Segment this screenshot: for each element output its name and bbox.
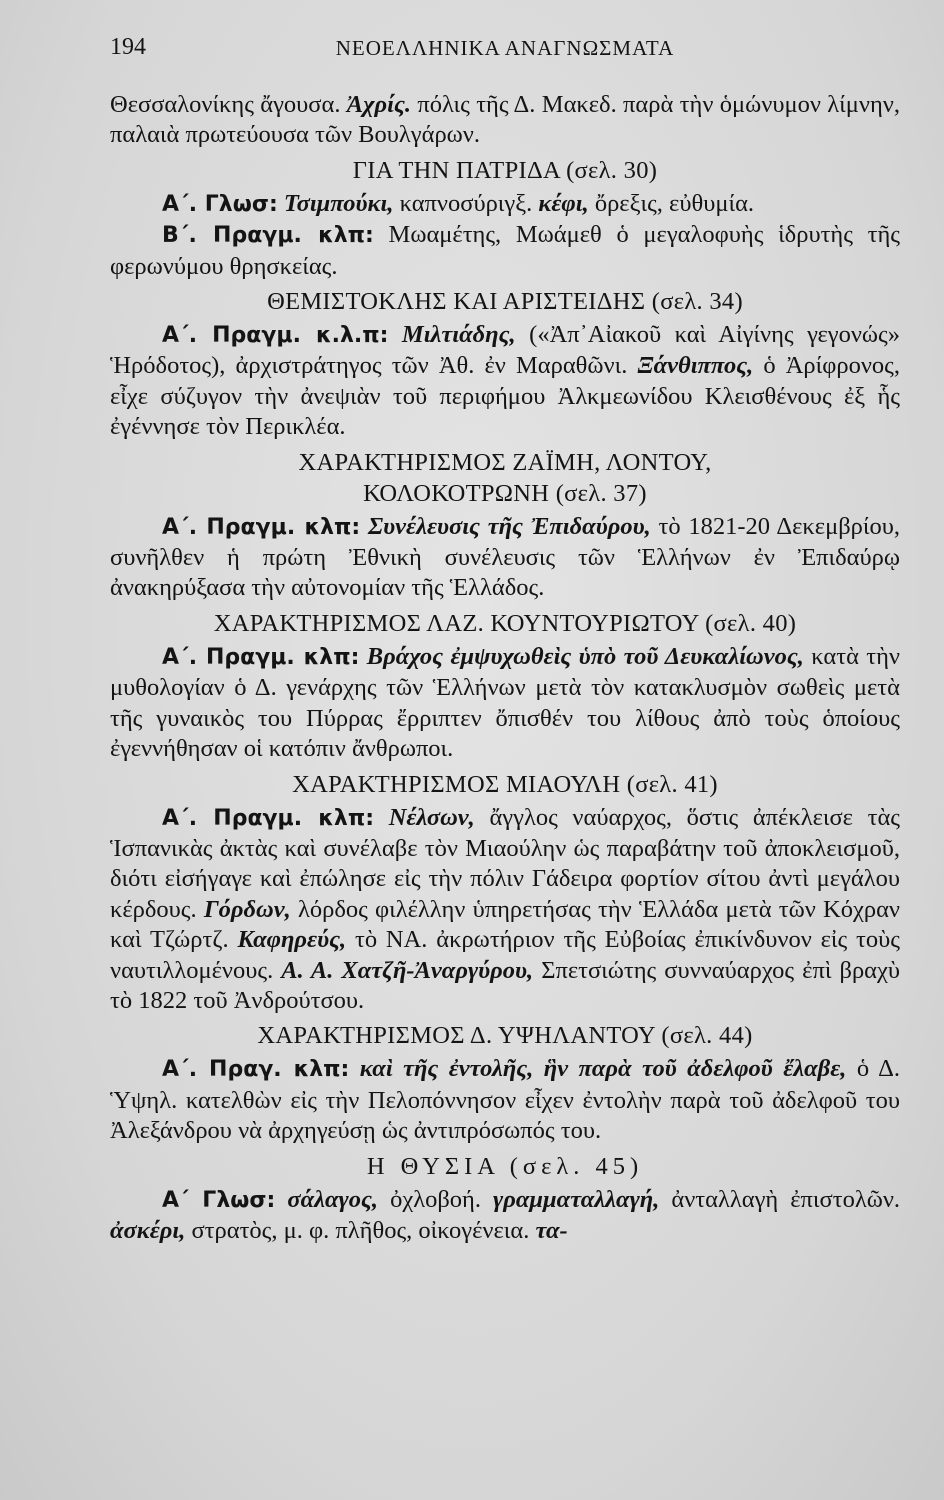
entry-term: γραμματαλλαγή, bbox=[493, 1185, 660, 1213]
entry-text: ἄγγλος ναύαρχος, ὅστις ἀπέκλεισε τὰς Ἱσπανικὰς ἀκτὰς καὶ συνέλαβε τὸν Μιαούλην ὡς παραβάτην τοῦ ἀποκλεισμοῦ, διότι εἰσήγαγε καὶ ἐπώλησε εἰς τὴν πόλιν Γάδειρα φορτίον σίτου ἀντὶ μεγάλου κέρδους. bbox=[110, 803, 900, 923]
entry-text: στρατὸς, μ. φ. πλῆθος, οἰκογένεια. bbox=[185, 1216, 536, 1244]
entry-key: Α΄. Πραγ. κλπ: bbox=[162, 1057, 350, 1083]
entry-key: Α΄. Πραγμ. κλπ: bbox=[162, 805, 375, 831]
entry-text: τὸ 1821-20 Δεκεμβρίου, συνῆλθεν ἡ πρώτη Ἐθνικὴ συνέλευσις τῶν Ἑλλήνων ἐν Ἐπιδαύρῳ ἀνακηρύξασα τὴν αὐτονομίαν τῆς Ἑλλάδος. bbox=[110, 512, 900, 602]
section-heading: ΘΕΜΙΣΤΟΚΛΗΣ ΚΑΙ ΑΡΙΣΤΕΙΔΗΣ (σελ. 34) bbox=[267, 288, 743, 316]
section-heading bbox=[110, 447, 900, 509]
section-heading-line: ΚΟΛΟΚΟΤΡΩΝΗ (σελ. 37) bbox=[363, 479, 647, 507]
entry-term: Τσιμπούκι, bbox=[283, 189, 394, 217]
entry-key: Β΄. Πραγμ. κλπ: bbox=[162, 223, 374, 249]
entry-term: κέφι, bbox=[538, 189, 589, 217]
section-heading: ΓΙΑ ΤΗΝ ΠΑΤΡΙΔΑ (σελ. 30) bbox=[352, 156, 658, 184]
entry-key: Α΄. Πραγμ. κλπ: bbox=[162, 644, 360, 670]
entry-key: Α΄ Γλωσ: bbox=[162, 1187, 276, 1213]
section-heading-line: ΧΑΡΑΚΤΗΡΙΣΜΟΣ ΖΑΪΜΗ, ΛΟΝΤΟΥ, bbox=[298, 448, 712, 476]
section-heading: ΧΑΡΑΚΤΗΡΙΣΜΟΣ ΛΑΖ. ΚΟΥΝΤΟΥΡΙΩΤΟΥ (σελ. 40) bbox=[213, 609, 797, 637]
section-heading: Η ΘΥΣΙΑ (σελ. 45) bbox=[366, 1152, 644, 1180]
entry-key: Α΄. Γλωσ: bbox=[162, 191, 278, 217]
entry-text: Σπετσιώτης συνναύαρχος ἐπὶ βραχὺ τὸ 1822 τοῦ Ἀνδρούτσου. bbox=[110, 956, 901, 1014]
gloss-entry bbox=[110, 1185, 900, 1247]
entry-term: Καφηρεύς, bbox=[237, 926, 347, 954]
entry-term: Α. Α. Χατζῆ-Ἀναργύρου, bbox=[281, 956, 534, 984]
intro-text-rest: πόλις τῆς Δ. Μακεδ. παρὰ τὴν ὁμώνυμον λίμνην, παλαιὰ πρωτεύουσα τῶν Βουλγάρων. bbox=[110, 91, 900, 149]
entry-text: ὀχλοβοή. bbox=[378, 1185, 494, 1213]
intro-term: Ἀχρίς. bbox=[346, 91, 412, 118]
entry-text: Μωαμέτης, Μωάμεθ ὁ μεγαλοφυὴς ἱδρυτὴς τῆς φερωνύμου θρησκείας. bbox=[110, 221, 900, 280]
running-head bbox=[110, 28, 900, 68]
entry-text: καπνοσύριγξ. bbox=[393, 189, 539, 217]
entry-term: τα- bbox=[535, 1216, 568, 1244]
gloss-entry bbox=[110, 512, 900, 604]
entry-text: λόρδος φιλέλλην ὑπηρετήσας τὴν Ἑλλάδα μετὰ τῶν Κόχραν καὶ Τζώρτζ. bbox=[110, 895, 900, 954]
page-body bbox=[110, 90, 900, 1246]
gloss-entry bbox=[110, 189, 900, 220]
entry-text: ὄρεξις, εὐθυμία. bbox=[588, 189, 755, 217]
intro-text: Θεσσαλονίκης ἄγουσα. bbox=[110, 91, 347, 118]
gloss-entry bbox=[110, 803, 900, 1017]
entry-text: τὸ ΝΑ. ἀκρωτήριον τῆς Εὐβοίας ἐπικίνδυνον εἰς τοὺς ναυτιλλομένους. bbox=[110, 926, 900, 984]
page-number: 194 bbox=[110, 34, 146, 60]
entry-key: Α΄. Πραγμ. κ.λ.π: bbox=[162, 323, 389, 349]
gloss-entry bbox=[110, 1054, 900, 1146]
entry-text: ὁ Δ. Ὑψηλ. κατελθὼν εἰς τὴν Πελοπόννησον εἶχεν ἐντολὴν παρὰ τοῦ ἀδελφοῦ του Ἀλεξάνδρου νὰ ἀρχηγεύσῃ ὡς ἀντιπρόσωπός του. bbox=[110, 1055, 901, 1145]
entry-term: Γόρδων, bbox=[203, 895, 291, 923]
entry-term: Ξάνθιππος, bbox=[637, 352, 754, 380]
entry-term: ἀσκέρι, bbox=[110, 1216, 186, 1244]
entry-text: («Ἀπ᾽Αἰακοῦ καὶ Αἰγίνης γεγονώς» Ἡρόδοτος), ἀρχιστράτηγος τῶν Ἀθ. ἐν Μαραθῶνι. bbox=[110, 321, 901, 380]
entry-text: ὁ Ἀρίφρονος, εἶχε σύζυγον τὴν ἀνεψιὰν τοῦ περιφήμου Ἀλκμεωνίδου Κλεισθένους ἐξ ἧς ἐγέννησε τὸν Περικλέα. bbox=[110, 352, 900, 441]
entry-term: Συνέλευσις τῆς Ἐπιδαύρου, bbox=[368, 512, 651, 540]
entry-text: ἀνταλλαγὴ ἐπιστολῶν. bbox=[659, 1185, 901, 1213]
entry-term: Νέλσων, bbox=[388, 803, 475, 831]
entry-term: καὶ τῆς ἐντολῆς, ἣν παρὰ τοῦ ἀδελφοῦ ἔλαβε, bbox=[359, 1055, 847, 1083]
entry-term: Βράχος ἐμψυχωθεὶς ὑπὸ τοῦ Δευκαλίωνος, bbox=[366, 642, 804, 670]
intro-paragraph bbox=[110, 90, 900, 151]
entry-key: Α΄. Πραγμ. κλπ: bbox=[162, 514, 361, 540]
section-heading: ΧΑΡΑΚΤΗΡΙΣΜΟΣ ΜΙΑΟΥΛΗ (σελ. 41) bbox=[292, 770, 718, 798]
entry-text: κατὰ τὴν μυθολογίαν ὁ Δ. γενάρχης τῶν Ἑλλήνων μετὰ τὸν κατακλυσμὸν σωθεὶς μετὰ τῆς γυναικὸς του Πύρρας ἔρριπτεν ὄπισθέν του λίθους ἀπὸ τοὺς ὁποίους ἐγεννήθησαν οἱ κατόπιν ἄνθρωποι. bbox=[110, 642, 900, 763]
gloss-entry bbox=[110, 220, 900, 282]
section-heading: ΧΑΡΑΚΤΗΡΙΣΜΟΣ Δ. ΥΨΗΛΑΝΤΟΥ (σελ. 44) bbox=[257, 1022, 753, 1050]
gloss-entry bbox=[110, 320, 900, 443]
running-title: ΝΕΟΕΛΛΗΝΙΚΑ ΑΝΑΓΝΩΣΜΑΤΑ bbox=[335, 36, 675, 60]
gloss-entry bbox=[110, 642, 900, 765]
entry-term: σάλαγος, bbox=[287, 1185, 379, 1213]
entry-term: Μιλτιάδης, bbox=[401, 321, 516, 349]
